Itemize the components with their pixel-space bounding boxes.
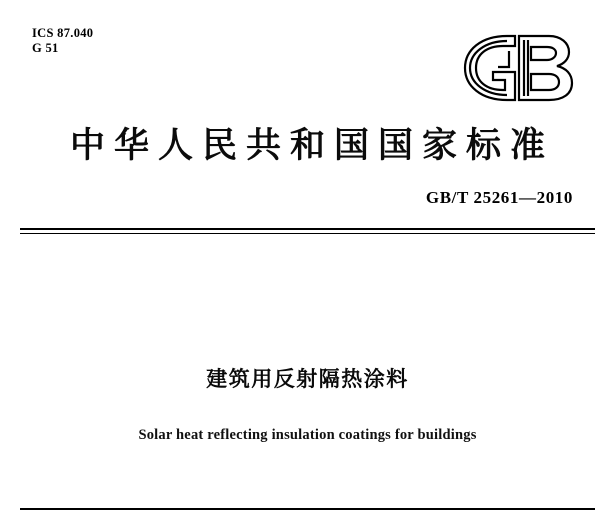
ccs-code-line: G 51 xyxy=(32,41,59,55)
page-title: 中华人民共和国国家标准 xyxy=(69,126,554,166)
gb-emblem-icon xyxy=(445,30,585,106)
divider-thin-top xyxy=(20,233,595,234)
subject-title-english: Solar heat reflecting insulation coatings for buildings xyxy=(138,427,477,443)
divider-thick-top xyxy=(20,228,595,230)
divider-bottom xyxy=(20,508,595,510)
ics-code-line: ICS 87.040 xyxy=(32,26,94,40)
subject-title-chinese: 建筑用反射隔热涂料 xyxy=(206,367,409,391)
standard-number: GB/T 25261—2010 xyxy=(425,188,573,207)
ics-classification-block xyxy=(32,26,93,56)
